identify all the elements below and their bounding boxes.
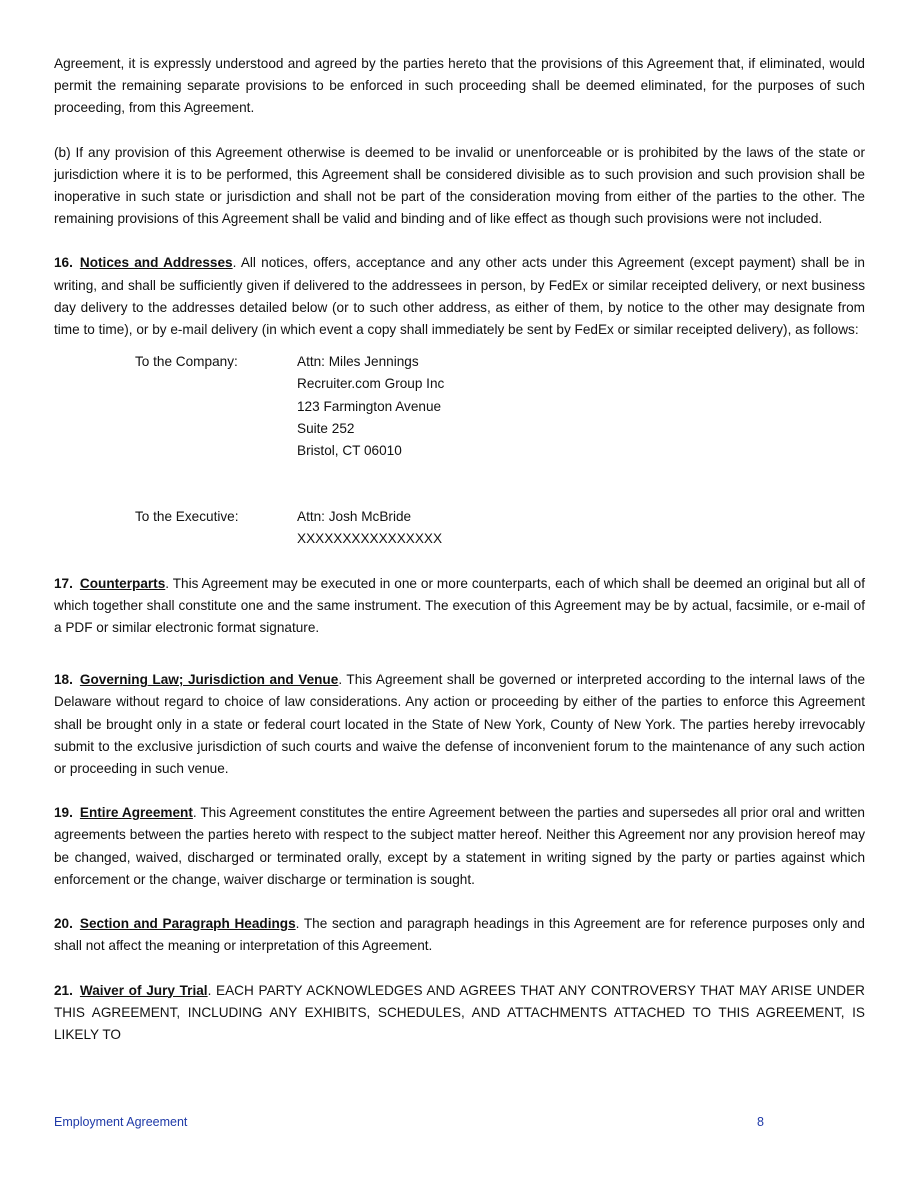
address-lines <box>297 351 444 462</box>
section-number: 21. <box>54 982 73 998</box>
section-19 <box>54 802 865 891</box>
section-number: 19. <box>54 805 73 821</box>
address-label: To the Executive: <box>135 509 239 525</box>
section-number: 20. <box>54 916 73 932</box>
section-16 <box>54 252 865 341</box>
section-18 <box>54 669 865 780</box>
section-number: 18. <box>54 672 73 688</box>
section-text: . This Agreement constitutes the entire Agreement between the parties and supersedes all prior oral and written agreements between the parties hereto with respect to the subject matter hereof. Neither this Agreement nor any provision hereof may be changed, waived, discharged or terminated orally, except by a statement in writing signed by the party or parties against which enforcement or the change, waiver discharge or termination is sought. <box>54 805 865 887</box>
page-footer <box>54 1115 764 1129</box>
paragraph-15b: (b) If any provision of this Agreement otherwise is deemed to be invalid or unenforceable or is prohibited by the laws of the state or jurisdiction where it is to be performed, this Agreement shall be considered divisible as to such provision and such provision shall be inoperative in such state or jurisdiction and shall not be part of the consideration moving from either of the parties to the other. The remaining provisions of this Agreement shall be valid and binding and of like effect as though such provisions were not included. <box>54 144 865 227</box>
section-20 <box>54 913 865 957</box>
page-number: 8 <box>757 1115 764 1129</box>
address-line: Attn: Miles Jennings <box>297 354 419 370</box>
section-heading: Governing Law; Jurisdiction and Venue <box>79 672 339 688</box>
section-heading: Section and Paragraph Headings <box>79 916 296 932</box>
section-text: . This Agreement may be executed in one or more counterparts, each of which shall be deemed an original but all of which together shall constitute one and the same instrument. The execution of this Agreement may be by actual, facsimile, or e-mail of a PDF or similar electronic format signature. <box>54 575 865 636</box>
address-company <box>135 351 865 462</box>
section-21 <box>54 980 865 1047</box>
paragraph-continuation: Agreement, it is expressly understood and agreed by the parties hereto that the provisions of this Agreement that, if eliminated, would permit the remaining separate provisions to be enforced in such proceeding shall be deemed eliminated, for the purposes of such proceeding, from this Agreement. <box>54 56 865 116</box>
section-heading: Counterparts <box>79 575 166 591</box>
address-line: Attn: Josh McBride <box>297 509 412 525</box>
section-17 <box>54 573 865 640</box>
section-number: 17. <box>54 575 73 591</box>
section-number: 16. <box>54 255 73 271</box>
address-line: XXXXXXXXXXXXXXXX <box>297 531 443 547</box>
address-line: Recruiter.com Group Inc <box>297 376 445 392</box>
address-line: Suite 252 <box>297 420 355 436</box>
document-page <box>54 53 865 1068</box>
address-line: Bristol, CT 06010 <box>297 443 402 459</box>
section-heading: Entire Agreement <box>79 805 193 821</box>
section-heading: Waiver of Jury Trial <box>79 982 208 998</box>
footer-title: Employment Agreement <box>54 1115 188 1129</box>
section-text: . EACH PARTY ACKNOWLEDGES AND AGREES THAT ANY CONTROVERSY THAT MAY ARISE UNDER THIS AGREEMENT, INCLUDING ANY EXHIBITS, SCHEDULES, AND ATTACHMENTS ATTACHED TO THIS AGREEMENT, IS LIKELY TO <box>54 982 865 1042</box>
address-lines <box>297 506 442 550</box>
address-executive <box>135 506 865 550</box>
address-label: To the Company: <box>135 354 238 370</box>
section-heading: Notices and Addresses <box>79 255 233 271</box>
address-line: 123 Farmington Avenue <box>297 398 442 414</box>
section-text: . The section and paragraph headings in this Agreement are for reference purposes only and shall not affect the meaning or interpretation of this Agreement. <box>54 916 865 954</box>
section-text: . All notices, offers, acceptance and any other acts under this Agreement (except payment) shall be in writing, and shall be sufficiently given if delivered to the addressees in person, by FedEx or similar receipted delivery, or next business day delivery to the addresses detailed below (or to such other address, as either of them, by notice to the other may designate from time to time), or by e-mail delivery (in which event a copy shall immediately be sent by FedEx or similar receipted delivery), as follows: <box>54 255 865 338</box>
section-text: . This Agreement shall be governed or interpreted according to the internal laws of the Delaware without regard to choice of law considerations. Any action or proceeding by either of the parties to enforce this Agreement shall be brought only in a state or federal court located in the State of New York, County of New York. The parties hereby irrevocably submit to the exclusive jurisdiction of such courts and waive the defense of inconvenient forum to the maintenance of any such action or proceeding in such venue. <box>54 672 865 777</box>
